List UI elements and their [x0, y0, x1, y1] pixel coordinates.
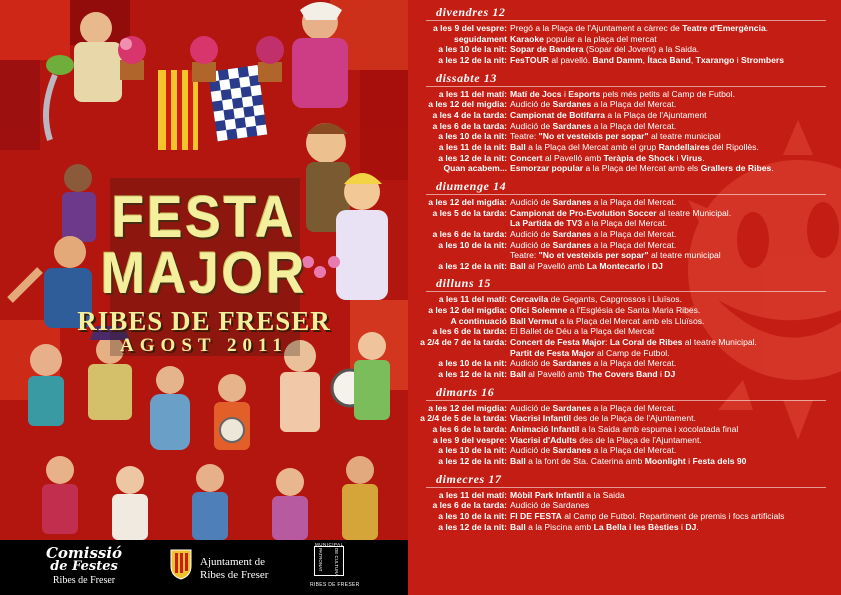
- event-text: a la Plaça del Mercat amb els: [583, 163, 701, 174]
- event-row: [408, 55, 841, 66]
- event-row: [408, 99, 841, 110]
- event-text: al teatre Municipal.: [656, 207, 732, 218]
- event-text: El Ballet de Déu a la Plaça del Mercat: [510, 326, 655, 337]
- festival-programme: [408, 0, 841, 595]
- event-row: [408, 131, 841, 142]
- event-text: Teatre:: [510, 131, 539, 142]
- day-divider: [426, 194, 826, 195]
- day-divider: [426, 487, 826, 488]
- day-heading: dilluns 15: [436, 276, 492, 291]
- event-highlight: Partit de Festa Major: [510, 347, 595, 358]
- event-row: [408, 208, 841, 219]
- event-description: [510, 208, 731, 219]
- event-time: a les 11 del matí:: [438, 294, 507, 305]
- sponsor-logo-bar: [0, 540, 408, 595]
- poster-title-major: MAJOR: [100, 241, 308, 306]
- day-heading: diumenge 14: [436, 178, 507, 193]
- comissio-logo-line3: Ribes de Freser: [52, 575, 116, 586]
- event-description: [510, 89, 735, 100]
- event-highlight: Viacrisi d'Adults: [510, 434, 577, 445]
- event-highlight: Ítaca Band: [647, 54, 691, 65]
- event-time: a les 11 del matí:: [438, 489, 507, 500]
- event-text: a la Plaça del Mercat.: [591, 228, 677, 239]
- event-text: ,: [690, 54, 696, 65]
- event-row: [408, 511, 841, 522]
- event-time: a les 12 de la nit:: [438, 260, 507, 271]
- event-text: al Camp de Futbol. Repartiment de premis i focs artificials: [561, 510, 785, 521]
- schedule-list: [408, 6, 841, 538]
- event-highlight: Ball: [510, 260, 526, 271]
- event-highlight: Viacrisi Infantil: [510, 413, 571, 424]
- event-text: de Gegants, Capgrossos i Lluïsos.: [548, 294, 682, 305]
- event-text: .: [765, 23, 769, 33]
- event-highlight: Cercavila: [510, 294, 549, 305]
- event-text: i: [678, 521, 686, 532]
- event-description: [510, 305, 700, 316]
- patronat-cultura-logo: [310, 542, 372, 591]
- event-row: [408, 413, 841, 424]
- event-time: a 2/4 de 5 de la tarda:: [420, 413, 507, 424]
- event-text: al Pavelló amb: [525, 369, 587, 380]
- event-description: [510, 435, 702, 446]
- day-heading: dissabte 13: [436, 70, 497, 85]
- event-highlight: Festa dels 90: [692, 456, 747, 466]
- event-highlight: Concert de Festa Major: [510, 337, 606, 348]
- event-description: [510, 348, 670, 359]
- event-text: des de la Plaça de l'Ajuntament.: [570, 413, 696, 424]
- event-text: a la Plaça del Mercat.: [591, 358, 677, 369]
- event-highlight: Karaoke: [510, 33, 544, 44]
- comissio-logo-line2: de Festes: [50, 559, 118, 574]
- event-text: Audició de: [510, 99, 553, 110]
- event-description: [510, 261, 663, 272]
- event-time: a les 10 de la nit:: [438, 358, 507, 369]
- event-text: i: [645, 260, 652, 271]
- event-highlight: Randellaires: [658, 141, 710, 152]
- event-time: a les 6 de la tarda:: [432, 120, 507, 131]
- event-text: (Sopar del Jovent) a la Saida.: [583, 44, 700, 55]
- event-description: [510, 358, 676, 369]
- event-text: i: [561, 88, 569, 99]
- event-text: Audició de Sardanes: [510, 500, 590, 511]
- event-time: Quan acabem...: [443, 163, 507, 174]
- event-description: [510, 316, 704, 327]
- event-row: [408, 163, 841, 174]
- event-highlight: FI DE FESTA: [510, 510, 562, 521]
- event-time: a les 6 de la tarda:: [432, 228, 507, 239]
- event-highlight: Virus: [680, 152, 703, 163]
- event-row: [408, 348, 841, 359]
- event-description: [510, 142, 759, 153]
- event-time: a 2/4 de 7 de la tarda:: [420, 337, 507, 348]
- poster-town: RIBES DE FRESER: [77, 306, 331, 336]
- event-description: [510, 490, 625, 501]
- event-row: [408, 218, 841, 229]
- event-time: a les 12 de la nit:: [438, 456, 507, 466]
- event-time: a les 11 del matí:: [438, 88, 507, 99]
- event-time: a les 9 del vespre:: [432, 23, 507, 33]
- event-row: [408, 121, 841, 132]
- event-row: [408, 229, 841, 240]
- event-time: a les 10 de la nit:: [438, 131, 507, 142]
- event-text: a la Plaça del Mercat.: [591, 445, 677, 456]
- event-description: [510, 250, 721, 261]
- event-highlight: Ofici Solemne: [510, 305, 568, 316]
- event-row: [408, 23, 841, 34]
- event-text: Pregó: [510, 23, 533, 33]
- event-text: al Camp de Futbol.: [594, 347, 670, 358]
- event-highlight: Mòbil Park Infantil: [510, 489, 585, 500]
- poster-title-block: [0, 185, 408, 357]
- event-text: .: [771, 163, 774, 174]
- event-time: a les 6 de la tarda:: [432, 326, 507, 337]
- poster-title-festa: FESTA: [111, 185, 297, 250]
- festival-poster: [0, 0, 408, 595]
- event-description: [510, 55, 784, 66]
- event-row: [408, 34, 841, 45]
- event-description: [510, 337, 757, 348]
- event-description: [510, 23, 768, 34]
- event-text: .: [696, 521, 699, 532]
- event-time: a les 12 de la nit:: [438, 152, 507, 163]
- event-row: [408, 294, 841, 305]
- event-description: [510, 326, 654, 337]
- day-block: [408, 72, 841, 174]
- event-time: a les 12 del migdia:: [428, 402, 507, 413]
- event-text: Audició de: [510, 120, 553, 131]
- event-text: al pavelló.: [549, 54, 593, 65]
- ajuntament-logo-line1: Ajuntament de: [200, 556, 266, 568]
- event-time: [408, 218, 510, 229]
- event-row: [408, 358, 841, 369]
- event-description: [510, 153, 705, 164]
- event-text: a la Piscina amb: [525, 521, 594, 532]
- day-heading: divendres 12: [436, 5, 506, 19]
- event-highlight: La Montecarlo: [586, 260, 646, 271]
- event-row: [408, 369, 841, 380]
- comissio-logo-line1: Comissió: [45, 544, 123, 562]
- event-text: Audició de: [510, 445, 553, 456]
- event-row: [408, 305, 841, 316]
- day-heading: dimarts 16: [436, 384, 495, 399]
- day-block: [408, 6, 841, 66]
- event-highlight: Ball: [510, 369, 526, 380]
- event-text: ,: [642, 54, 648, 65]
- event-highlight: Sardanes: [552, 120, 592, 131]
- event-description: [510, 511, 784, 522]
- event-description: [510, 163, 774, 174]
- event-highlight: The Covers Band: [586, 369, 658, 380]
- event-row: [408, 424, 841, 435]
- event-row: [408, 403, 841, 414]
- event-time: a les 6 de la tarda:: [432, 424, 507, 435]
- event-time: a les 10 de la nit:: [438, 510, 507, 521]
- event-highlight: Sardanes: [552, 402, 592, 413]
- event-description: [510, 229, 676, 240]
- event-description: [510, 424, 738, 435]
- comissio-de-festes-logo: [34, 546, 134, 586]
- day-divider: [426, 20, 826, 21]
- event-description: [510, 197, 676, 208]
- event-row: [408, 240, 841, 251]
- event-highlight: DJ: [685, 521, 697, 532]
- day-block: [408, 473, 841, 533]
- event-description: [510, 445, 676, 456]
- event-description: [510, 44, 699, 55]
- event-text: Teatre:: [510, 250, 539, 261]
- patronat-logo-right: DE CULTURA: [334, 548, 339, 577]
- event-highlight: Ball: [510, 521, 526, 532]
- event-highlight: Ball: [510, 456, 526, 466]
- event-row: [408, 110, 841, 121]
- event-highlight: Strombers: [741, 54, 785, 65]
- poster-date: AGOST 2011: [120, 335, 288, 356]
- event-text: i: [674, 152, 681, 163]
- event-highlight: Txarango: [695, 54, 735, 65]
- event-description: [510, 522, 699, 533]
- event-time: a les 10 de la nit:: [438, 239, 507, 250]
- event-row: [408, 197, 841, 208]
- event-text: a la Plaça del Mercat.: [582, 218, 668, 229]
- event-text: a la Plaça del Mercat amb el grup: [525, 141, 659, 152]
- event-highlight: Sardanes: [552, 196, 592, 207]
- event-highlight: Concert: [510, 152, 543, 163]
- event-highlight: Esports: [568, 88, 601, 99]
- event-text: i: [734, 54, 742, 65]
- day-block: [408, 180, 841, 272]
- event-description: [510, 131, 721, 142]
- event-row: [408, 44, 841, 55]
- event-highlight: Teràpia de Shock: [603, 152, 675, 163]
- event-row: [408, 490, 841, 501]
- event-highlight: DJ: [664, 369, 676, 380]
- event-highlight: "No et vesteixis per sopar": [538, 131, 649, 142]
- event-description: [510, 99, 676, 110]
- event-description: [510, 294, 682, 305]
- event-description: [510, 121, 676, 132]
- event-text: al Pavelló amb: [542, 152, 604, 163]
- event-highlight: La Partida de TV3: [510, 218, 583, 229]
- event-time: a les 12 de la nit:: [438, 521, 507, 532]
- event-highlight: DJ: [651, 260, 663, 271]
- event-description: [510, 369, 675, 380]
- event-time: A continuació: [450, 315, 507, 326]
- coat-of-arms-icon: [170, 548, 192, 580]
- event-time: a les 10 de la nit:: [438, 445, 507, 456]
- event-text: a la Saida: [584, 489, 625, 500]
- event-row: [408, 316, 841, 327]
- event-text: a la Plaça del Mercat.: [591, 239, 677, 250]
- event-highlight: Campionat de Botifarra: [510, 109, 606, 120]
- event-row: [408, 522, 841, 533]
- event-row: [408, 500, 841, 511]
- event-text: Audició de: [510, 402, 553, 413]
- event-description: [510, 403, 676, 414]
- event-row: [408, 142, 841, 153]
- event-description: [510, 413, 696, 424]
- event-time: a les 5 de la tarda:: [432, 207, 507, 218]
- event-row: [408, 153, 841, 164]
- event-highlight: Ball Vermut: [510, 315, 558, 326]
- event-highlight: Band Damm: [592, 54, 643, 65]
- event-text: a la Plaça de l'Ajuntament: [605, 109, 707, 120]
- event-highlight: Sardanes: [552, 228, 592, 239]
- event-highlight: Ball: [510, 141, 526, 152]
- event-text: a la font de Sta. Caterina amb: [525, 456, 645, 466]
- event-text: al teatre municipal: [648, 131, 721, 142]
- event-highlight: Moonlight: [644, 456, 686, 466]
- event-text: a la Plaça del Mercat.: [591, 196, 677, 207]
- event-time: [408, 348, 510, 359]
- event-text: pels més petits al Camp de Futbol.: [600, 88, 735, 99]
- patronat-logo-bottom: RIBES DE FRESER: [310, 582, 360, 588]
- day-divider: [426, 291, 826, 292]
- event-highlight: La Coral de Ribes: [609, 337, 683, 348]
- event-text: al Pavelló amb: [525, 260, 587, 271]
- event-row: [408, 337, 841, 348]
- event-text: i: [685, 456, 693, 466]
- event-highlight: Sardanes: [552, 358, 592, 369]
- event-highlight: Sopar de Bandera: [510, 44, 584, 55]
- event-row: [408, 456, 841, 467]
- event-text: a la Plaça del Mercat.: [591, 120, 677, 131]
- event-row: [408, 89, 841, 100]
- event-row: [408, 326, 841, 337]
- event-highlight: Teatre d'Emergència: [682, 23, 766, 33]
- patronat-logo-left: PATRONAT: [318, 548, 323, 572]
- event-text: des de la Plaça de l'Ajuntament.: [576, 434, 702, 445]
- event-highlight: FesTOUR: [510, 54, 549, 65]
- event-highlight: "No et vesteixis per sopar": [538, 250, 649, 261]
- event-highlight: Sardanes: [552, 239, 592, 250]
- event-description: [510, 110, 707, 121]
- event-highlight: Sardanes: [552, 99, 592, 110]
- day-divider: [426, 400, 826, 401]
- day-heading: dimecres 17: [436, 471, 502, 486]
- event-time: a les 10 de la nit:: [438, 44, 507, 55]
- event-highlight: Grallers de Ribes: [700, 163, 772, 174]
- event-highlight: Sardanes: [552, 445, 592, 456]
- event-text: popular a la plaça del mercat: [543, 33, 657, 44]
- event-time: a les 12 del migdia:: [428, 196, 507, 207]
- event-highlight: Esmorzar popular: [510, 163, 584, 174]
- event-description: [510, 456, 746, 467]
- event-text: :: [605, 337, 610, 348]
- event-text: al teatre municipal: [648, 250, 721, 261]
- day-block: [408, 386, 841, 467]
- ajuntament-logo-line2: Ribes de Freser: [200, 569, 269, 581]
- event-text: del Ripollès.: [709, 141, 759, 152]
- event-text: a la Plaça del Mercat amb els Lluïsos.: [557, 315, 705, 326]
- day-block: [408, 277, 841, 379]
- event-highlight: Matí de Jocs: [510, 88, 562, 99]
- event-text: Audició de: [510, 358, 553, 369]
- event-row: [408, 250, 841, 261]
- day-divider: [426, 86, 826, 87]
- event-text: a la Plaça del Mercat.: [591, 99, 677, 110]
- event-description: [510, 500, 589, 511]
- event-text: Audició de: [510, 239, 553, 250]
- event-highlight: La Bella i les Bèsties: [593, 521, 679, 532]
- event-time: a les 12 del migdia:: [428, 305, 507, 316]
- event-row: [408, 435, 841, 446]
- event-time: a les 12 de la nit:: [438, 54, 507, 65]
- event-text: Audició de: [510, 228, 553, 239]
- event-text: a l'Església de Santa Maria Ribes.: [567, 305, 701, 316]
- event-time: a les 12 del migdia:: [428, 99, 507, 110]
- event-text: al teatre Municipal.: [682, 337, 757, 348]
- event-time: a les 12 de la nit:: [438, 369, 507, 380]
- event-time: a les 9 del vespre:: [432, 434, 507, 445]
- event-time: a les 6 de la tarda:: [432, 500, 507, 511]
- event-text: .: [702, 152, 705, 163]
- event-highlight: Animació Infantil: [510, 424, 580, 435]
- event-text: Audició de: [510, 196, 553, 207]
- event-description: [510, 34, 657, 45]
- event-highlight: Campionat de Pro-Evolution Soccer: [510, 207, 657, 218]
- event-row: [408, 261, 841, 272]
- event-time: [408, 250, 510, 261]
- event-text: i: [657, 369, 665, 380]
- event-text: a la Plaça del Mercat.: [591, 402, 677, 413]
- event-time: seguidament: [453, 33, 507, 44]
- event-text: a la Saida amb espuma i xocolatada final: [579, 424, 739, 435]
- patronat-logo-top: MUNICIPAL: [315, 542, 344, 547]
- event-time: a les 4 de la tarda:: [432, 109, 507, 120]
- event-description: [510, 240, 676, 251]
- event-text: a la Plaça de l'Ajuntament a càrrec de: [532, 23, 683, 33]
- event-time: a les 11 de la nit:: [438, 141, 507, 152]
- event-row: [408, 445, 841, 456]
- event-description: [510, 218, 667, 229]
